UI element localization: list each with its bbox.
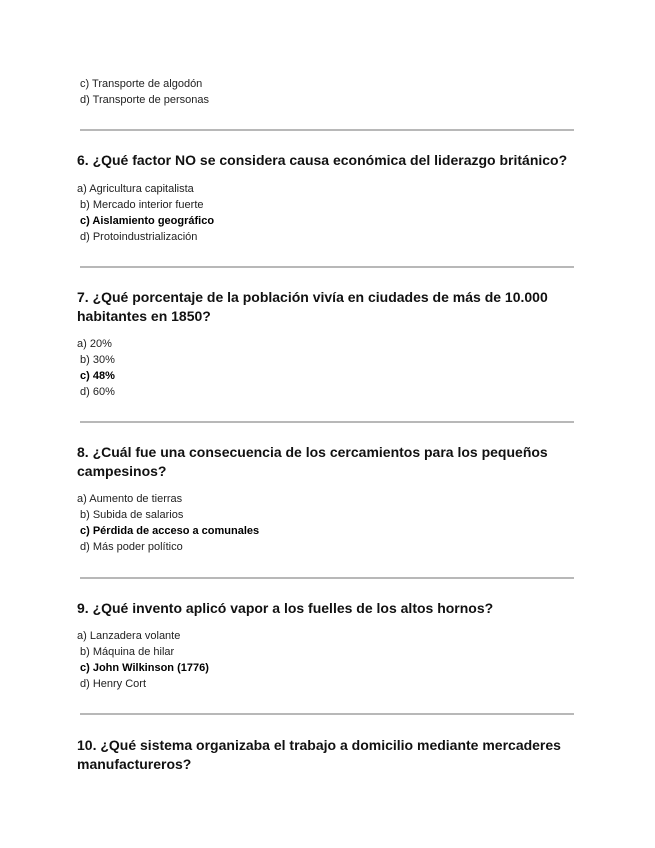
option: a) Aumento de tierras	[77, 493, 183, 505]
question-title: 10. ¿Qué sistema organizaba el trabajo a domicilio mediante mercaderes manufactureros?	[77, 737, 561, 772]
option: b) 30%	[80, 354, 115, 366]
question-title: 9. ¿Qué invento aplicó vapor a los fuelles de los altos hornos?	[77, 600, 494, 616]
correct-option: c) 48%	[80, 370, 115, 382]
option: d) Henry Cort	[80, 678, 147, 690]
option: b) Máquina de hilar	[80, 646, 175, 658]
option: c) Transporte de algodón	[80, 78, 203, 90]
option: d) Más poder político	[80, 541, 183, 553]
question-title: 8. ¿Cuál fue una consecuencia de los cercamientos para los pequeños campesinos?	[77, 444, 548, 479]
option: a) Agricultura capitalista	[77, 183, 194, 195]
option: a) 20%	[77, 338, 112, 350]
option: b) Mercado interior fuerte	[80, 199, 204, 211]
question-title: 6. ¿Qué factor NO se considera causa económica del liderazgo británico?	[77, 152, 568, 168]
divider	[80, 129, 574, 131]
correct-option: c) John Wilkinson (1776)	[80, 662, 209, 674]
divider	[80, 713, 574, 715]
option: d) Protoindustrialización	[80, 231, 198, 243]
option: d) 60%	[80, 386, 115, 398]
divider	[80, 421, 574, 423]
option: b) Subida de salarios	[80, 509, 184, 521]
question-title: 7. ¿Qué porcentaje de la población vivía en ciudades de más de 10.000 habitantes en 1850?	[77, 289, 548, 324]
divider	[80, 266, 574, 268]
correct-option: c) Pérdida de acceso a comunales	[80, 525, 260, 537]
option: d) Transporte de personas	[80, 94, 210, 106]
option: a) Lanzadera volante	[77, 630, 181, 642]
correct-option: c) Aislamiento geográfico	[80, 215, 215, 227]
divider	[80, 577, 574, 579]
